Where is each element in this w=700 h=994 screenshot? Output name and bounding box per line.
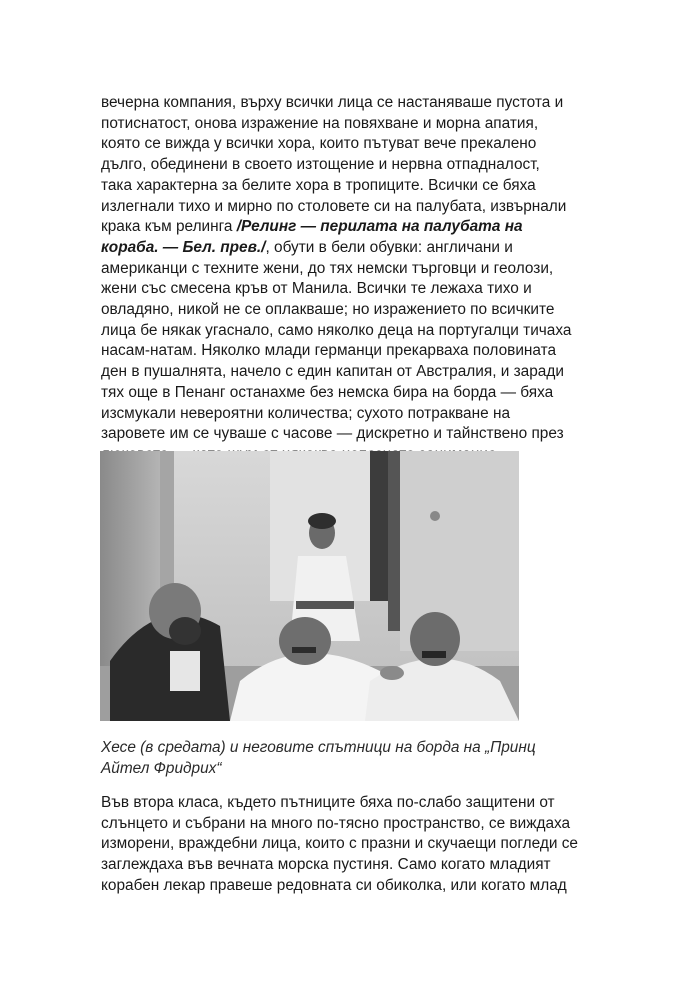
woman-belt bbox=[296, 601, 354, 609]
text-line: американци с техните жени, до тях немски търговци и геолози, bbox=[101, 259, 554, 277]
translator-note: кораба. — Бел. прев./ bbox=[101, 238, 266, 256]
man-right-hand bbox=[380, 666, 404, 680]
text-line: излегнали тихо и мирно по столовете си на палубата, извърнали bbox=[101, 197, 567, 215]
photo-caption bbox=[101, 737, 621, 779]
text-line: тях още в Пенанг останахме без немска бира на борда — бяха bbox=[101, 383, 554, 401]
text-line bbox=[101, 238, 571, 259]
text-line: потиснатост, онова изражение на повяхване и морна апатия, bbox=[101, 114, 539, 132]
text-line bbox=[101, 217, 571, 238]
caption-line: Айтел Фридрих“ bbox=[101, 760, 222, 777]
text-segment: , обути в бели обувки: англичани и bbox=[265, 238, 513, 256]
door-frame bbox=[370, 451, 388, 601]
man-left-beard bbox=[169, 617, 201, 645]
door-dark-strip bbox=[388, 451, 400, 631]
text-line: изсмукали невероятни количества; сухото потракване на bbox=[101, 404, 511, 422]
man-right-mustache bbox=[422, 651, 446, 658]
text-segment: крака към релинга bbox=[101, 218, 237, 236]
text-line: жени със смесена кръв от Манила. Всички те лежаха тихо и bbox=[101, 280, 532, 298]
text-line: вечерна компания, върху всички лица се настаняваше пустота и bbox=[101, 94, 564, 111]
text-line: слънцето и събрани на много по-тясно пространство, се виждаха bbox=[101, 814, 571, 832]
text-line: ден в пушалнята, начело с един капитан от Австралия, и заради bbox=[101, 363, 564, 381]
text-line: която се вижда у всички хора, които пътуват вече прекалено bbox=[101, 135, 537, 153]
ship-deck-photo bbox=[100, 451, 519, 721]
text-line: овладяно, никой не се оплакваше; но изражението по всичките bbox=[101, 301, 555, 319]
text-line: Във втора класа, където пътниците бяха по-слабо защитени от bbox=[101, 794, 555, 811]
text-line: така характерна за белите хора в тропиците. Всички се бяха bbox=[101, 176, 536, 194]
text-line: лица бе някак угаснало, само няколко деца на португалци тичаха bbox=[101, 321, 572, 339]
man-left-shirt bbox=[170, 651, 200, 691]
man-center-mustache bbox=[292, 647, 316, 653]
caption-line: Хесе (в средата) и неговите спътници на борда на „Принц bbox=[101, 739, 536, 756]
text-line: насам-натам. Няколко млади германци прекарваха половината bbox=[101, 342, 557, 360]
man-center-head bbox=[279, 617, 331, 665]
text-line: изморени, враждебни лица, които с празни и скучаещи погледи се bbox=[101, 835, 578, 853]
wall-fixture bbox=[430, 511, 440, 521]
translator-note: /Релинг — перилата на палубата на bbox=[236, 218, 523, 236]
body-paragraph-1 bbox=[101, 93, 571, 466]
text-line: заровете им се чуваше с часове — дискретно и тайнствено през bbox=[101, 425, 564, 443]
body-paragraph-2 bbox=[101, 793, 578, 897]
text-line: заглеждаха във вечната морска пустиня. Само когато младият bbox=[101, 856, 551, 874]
woman-hair bbox=[308, 513, 336, 529]
text-line: дълго, обединени в своето изтощение и нервна отпадналост, bbox=[101, 156, 540, 174]
text-line: корабен лекар правеше редовната си обиколка, или когато млад bbox=[101, 876, 567, 894]
